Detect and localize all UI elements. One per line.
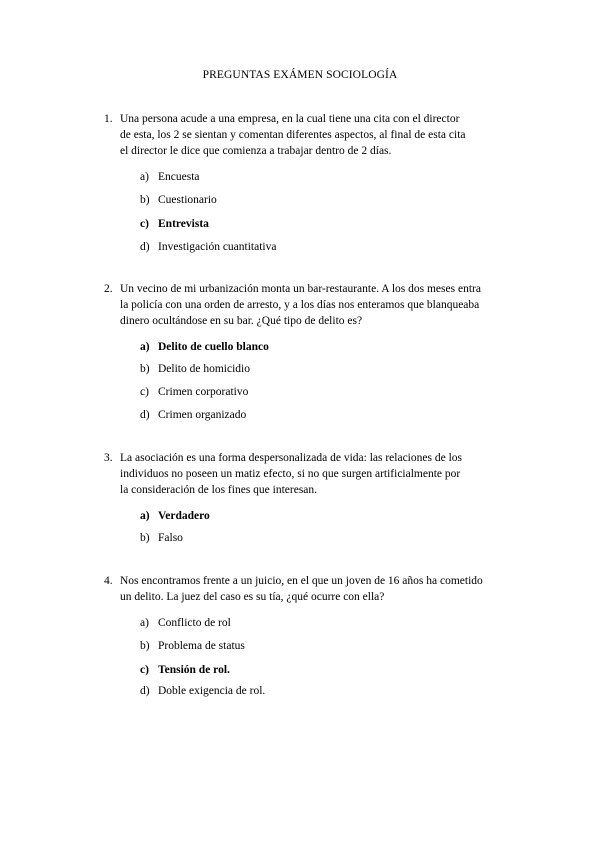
option-letter: c) [140, 664, 149, 676]
option-letter: d) [140, 409, 150, 421]
option-text: Verdadero [158, 510, 210, 522]
option-text: Conflicto de rol [158, 617, 231, 629]
page-title: PREGUNTAS EXÁMEN SOCIOLOGÍA [202, 69, 398, 81]
option-text: Tensión de rol. [158, 664, 230, 676]
option-letter: d) [140, 685, 150, 697]
option-4a [140, 616, 231, 630]
option-2d [140, 408, 246, 422]
option-text: Cuestionario [158, 194, 217, 206]
question-line: dinero ocultándose en su bar. ¿Qué tipo de delito es? [120, 315, 363, 327]
option-text: Falso [158, 532, 183, 544]
question-number: 4. [104, 575, 113, 587]
option-2a-correct [140, 340, 269, 354]
option-letter: d) [140, 241, 150, 253]
option-text: Problema de status [158, 640, 245, 652]
option-letter: b) [140, 640, 150, 652]
question-text [120, 111, 495, 159]
option-letter: a) [140, 171, 149, 183]
option-letter: a) [140, 617, 149, 629]
option-letter: b) [140, 363, 150, 375]
option-text: Entrevista [158, 218, 209, 230]
option-letter: c) [140, 218, 149, 230]
question-number: 2. [104, 283, 113, 295]
option-letter: a) [140, 341, 150, 353]
question-line: Un vecino de mi urbanización monta un bar-restaurante. A los dos meses entra [120, 283, 481, 295]
question-line: La asociación es una forma despersonalizada de vida: las relaciones de los [120, 452, 462, 464]
option-text: Crimen organizado [158, 409, 247, 421]
option-text: Crimen corporativo [158, 386, 249, 398]
option-letter: a) [140, 510, 150, 522]
option-4c-correct [140, 663, 230, 677]
question-line: la policía con una orden de arresto, y a los días nos enteramos que blanqueaba [120, 299, 480, 311]
question-text [120, 281, 495, 329]
option-text: Investigación cuantitativa [158, 241, 277, 253]
option-text: Doble exigencia de rol. [158, 685, 266, 697]
question-text [120, 573, 495, 605]
option-3b [140, 531, 183, 545]
option-text: Delito de cuello blanco [158, 341, 269, 353]
option-1b [140, 193, 217, 207]
question-number: 1. [104, 113, 113, 125]
option-text: Encuesta [158, 171, 200, 183]
option-4d [140, 684, 265, 698]
question-line: de esta, los 2 se sientan y comentan diferentes aspectos, al final de esta cita [120, 129, 466, 141]
question-line: Nos encontramos frente a un juicio, en el que un joven de 16 años ha cometido [120, 575, 483, 587]
option-letter: c) [140, 386, 149, 398]
option-1c-correct [140, 217, 209, 231]
question-line: individuos no poseen un matiz efecto, si no que surgen artificialmente por [120, 468, 461, 480]
option-letter: b) [140, 532, 150, 544]
option-2c [140, 385, 248, 399]
question-line: Una persona acude a una empresa, en la cual tiene una cita con el director [120, 113, 460, 125]
option-3a-correct [140, 509, 210, 523]
question-text [120, 450, 495, 498]
question-number: 3. [104, 452, 113, 464]
option-1a [140, 170, 200, 184]
option-text: Delito de homicidio [158, 363, 250, 375]
option-1d [140, 240, 276, 254]
option-letter: b) [140, 194, 150, 206]
question-line: la consideración de los fines que interesan. [120, 484, 318, 496]
question-line: un delito. La juez del caso es su tía, ¿qué ocurre con ella? [120, 591, 385, 603]
question-line: el director le dice que comienza a trabajar dentro de 2 días. [120, 145, 392, 157]
option-2b [140, 362, 250, 376]
option-4b [140, 639, 245, 653]
